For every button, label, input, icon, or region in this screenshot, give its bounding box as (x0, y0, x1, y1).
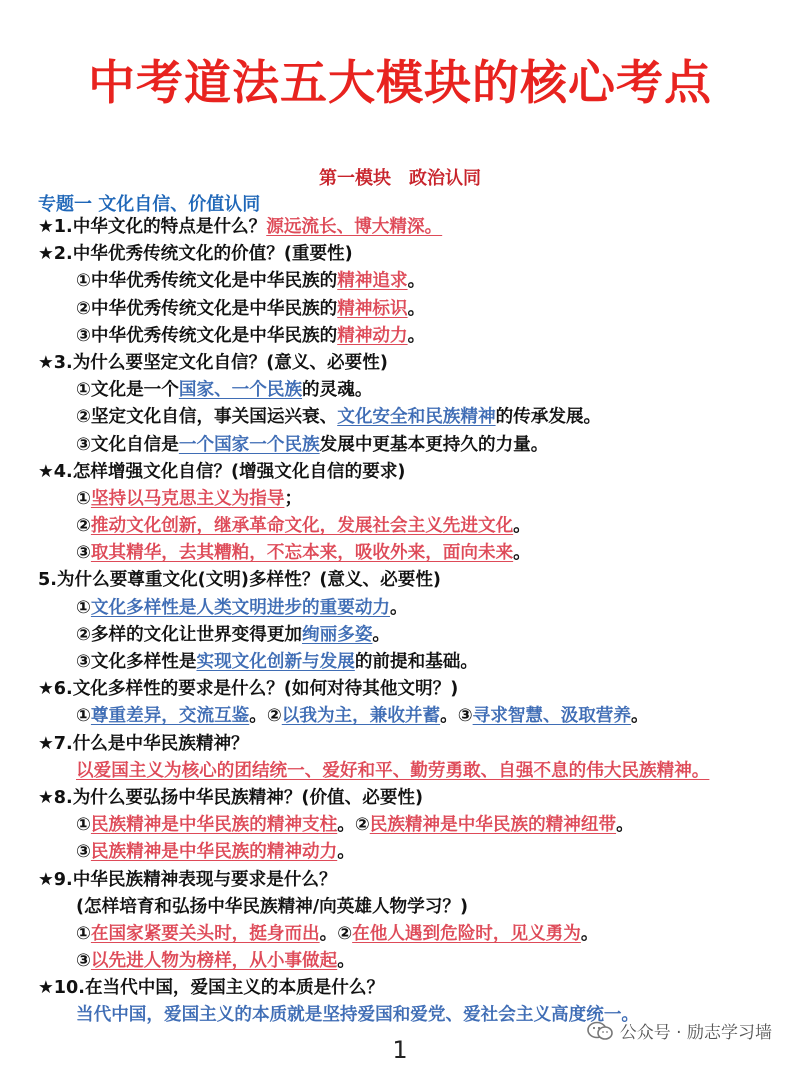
answer-highlight: 国家、一个民族 (178, 380, 303, 401)
answer-highlight: 以爱国主义为核心的团结统一、爱好和平、勤劳勇敢、自强不息的伟大民族精神。 (76, 760, 710, 781)
question-3: ★3.为什么要坚定文化自信？(意义、必要性) (38, 352, 388, 373)
answer-highlight: 推动文化创新，继承革命文化，发展社会主义先进文化 (90, 516, 514, 537)
answer-highlight: 一个国家一个民族 (178, 434, 320, 455)
question-text: ★1.中华文化的特点是什么？ (38, 217, 267, 237)
question-4: ★4.怎样增强文化自信？(增强文化自信的要求) (38, 461, 406, 482)
question-10: ★10.在当代中国，爱国主义的本质是什么？ (38, 978, 385, 999)
question-9-subtitle: (怎样培育和弘扬中华民族精神/向英雄人物学习？) (76, 896, 468, 917)
question-7: ★7.什么是中华民族精神？ (38, 733, 249, 754)
answer-highlight: 以先进人物为榜样，从小事做起 (90, 951, 338, 972)
answer-line (38, 758, 778, 785)
answer-highlight: 尊重差异，交流互鉴 (90, 706, 250, 727)
answer-line: ①尊重差异，交流互鉴。②以我为主，兼收并蓄。③寻求智慧、汲取营养。 (76, 706, 649, 727)
question-6: ★6.文化多样性的要求是什么？(如何对待其他文明？) (38, 679, 459, 700)
page-number: 1 (392, 1036, 408, 1064)
answer-line: ③民族精神是中华民族的精神动力。 (76, 842, 355, 863)
answer-highlight: 绚丽多姿 (302, 624, 373, 645)
question-8: ★8.为什么要弘扬中华民族精神？(价值、必要性) (38, 787, 424, 808)
answer-highlight: 以我为主，兼收并蓄 (281, 706, 441, 727)
answer-highlight: 源远流长、博大精深。 (266, 217, 443, 237)
answer-line: ①民族精神是中华民族的精神支柱。②民族精神是中华民族的精神纽带。 (76, 815, 634, 836)
answer-highlight: 民族精神是中华民族的精神纽带 (369, 815, 617, 836)
answer-highlight: 在他人遇到危险时，见义勇为 (352, 923, 581, 944)
answer-line: ③取其精华，去其糟粕，不忘本来，吸收外来，面向未来。 (76, 543, 531, 564)
answer-highlight: 民族精神是中华民族的精神动力 (90, 842, 338, 863)
answer-highlight: 实现文化创新与发展 (196, 652, 355, 672)
answer-highlight: 精神追求 (337, 271, 408, 292)
answer-line: ①文化多样性是人类文明进步的重要动力。 (76, 597, 408, 618)
answer-highlight: 取其精华，去其糟粕，不忘本来，吸收外来，面向未来 (90, 543, 514, 564)
question-5: 5.为什么要尊重文化(文明)多样性？(意义、必要性) (38, 570, 441, 591)
answer-line: ①文化是一个国家、一个民族的灵魂。 (76, 380, 373, 401)
topic-heading: 专题一 文化自信、价值认同 (38, 194, 261, 215)
question-1 (38, 214, 778, 241)
answer-highlight: 坚持以马克思主义为指导 (90, 488, 285, 509)
answer-line: ③以先进人物为榜样，从小事做起。 (76, 951, 355, 972)
answer-line: ①在国家紧要关头时，挺身而出。②在他人遇到危险时，见义勇为。 (76, 923, 599, 944)
answer-highlight: 寻求智慧、汲取营养 (472, 706, 631, 727)
answer-line: ②推动文化创新，继承革命文化，发展社会主义先进文化。 (76, 516, 531, 537)
answer-highlight: 精神动力 (337, 325, 408, 346)
watermark-text: 公众号 · 励志学习墙 (619, 1023, 772, 1043)
module-heading: 第一模块 政治认同 (319, 168, 481, 189)
answer-line: ③文化多样性是实现文化创新与发展的前提和基础。 (76, 652, 478, 672)
answer-line: ②坚定文化自信，事关国运兴衰、文化安全和民族精神的传承发展。 (76, 407, 602, 428)
answer-line: ①中华优秀传统文化是中华民族的精神追求。 (76, 271, 426, 292)
answer-line: ②多样的文化让世界变得更加绚丽多姿。 (76, 624, 391, 645)
answer-highlight: 精神标识 (337, 298, 408, 319)
answer-highlight: 在国家紧要关头时，挺身而出 (90, 923, 320, 944)
answer-highlight: 民族精神是中华民族的精神支柱 (90, 815, 338, 836)
answer-text: 当代中国，爱国主义的本质就是坚持爱国和爱党、爱社会主义高度统一。 (76, 1005, 640, 1026)
answer-highlight: 文化安全和民族精神 (337, 407, 496, 428)
page-title: 中考道法五大模块的核心考点 (88, 56, 712, 111)
answer-highlight: 文化多样性是人类文明进步的重要动力 (90, 597, 391, 618)
question-list (38, 214, 778, 1030)
question-2: ★2.中华优秀传统文化的价值？(重要性) (38, 244, 353, 265)
answer-line: ③文化自信是一个国家一个民族发展中更基本更持久的力量。 (76, 434, 549, 455)
answer-line: ①坚持以马克思主义为指导； (76, 488, 303, 509)
answer-line: ②中华优秀传统文化是中华民族的精神标识。 (76, 298, 426, 319)
answer-line: ③中华优秀传统文化是中华民族的精神动力。 (76, 325, 426, 346)
question-9: ★9.中华民族精神表现与要求是什么？ (38, 869, 337, 890)
